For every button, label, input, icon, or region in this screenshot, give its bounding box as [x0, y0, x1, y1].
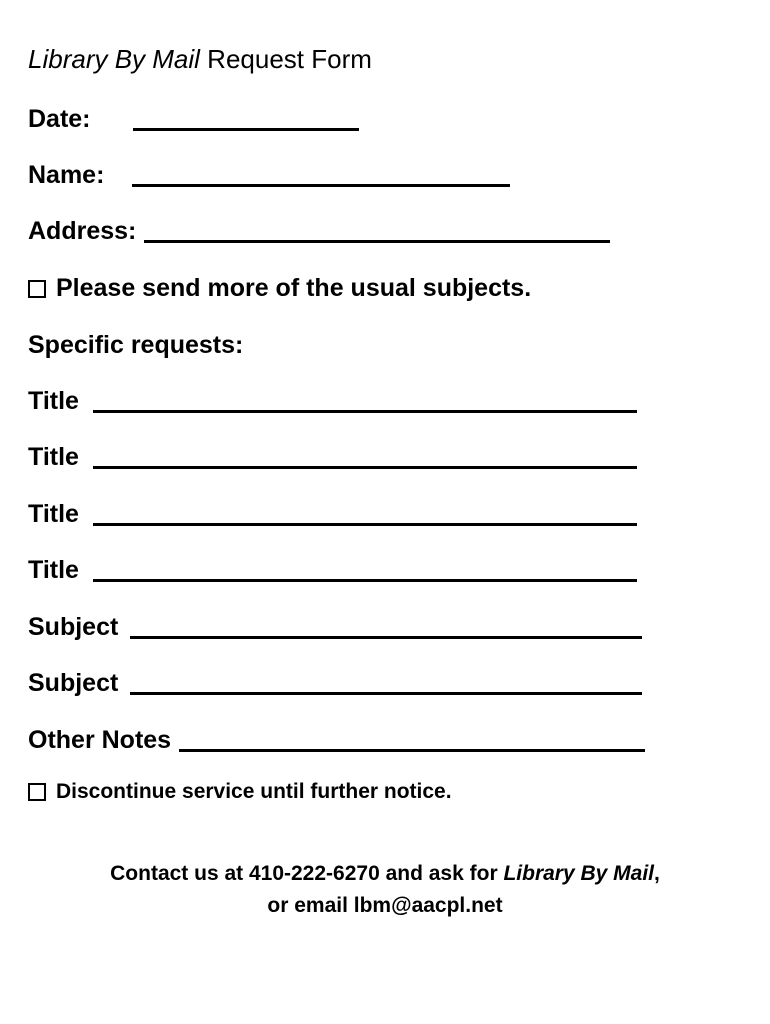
date-field[interactable] [133, 106, 359, 131]
title-field[interactable] [93, 557, 637, 582]
specific-requests-heading: Specific requests: [28, 331, 244, 359]
discontinue-checkbox[interactable] [28, 783, 46, 801]
subject-row [28, 664, 642, 698]
usual-subjects-label: Please send more of the usual subjects. [56, 274, 532, 302]
form-title [28, 44, 372, 75]
title-label: Title [28, 387, 79, 415]
contact-suffix: , [654, 862, 660, 885]
subject-field[interactable] [130, 670, 642, 695]
contact-service-name: Library By Mail [503, 862, 655, 885]
title-field[interactable] [93, 501, 637, 526]
other-notes-label: Other Notes [28, 726, 172, 754]
form-title-italic: Library By Mail [28, 44, 200, 74]
discontinue-option[interactable] [28, 780, 452, 804]
title-label: Title [28, 500, 79, 528]
contact-line-2: or email lbm@aacpl.net [267, 894, 503, 917]
title-row [28, 495, 637, 529]
other-notes-field[interactable] [179, 727, 645, 752]
discontinue-label: Discontinue service until further notice. [56, 780, 452, 803]
address-row [28, 212, 610, 246]
title-row [28, 382, 637, 416]
subject-label: Subject [28, 613, 119, 641]
date-label: Date: [28, 105, 91, 133]
title-label: Title [28, 443, 79, 471]
subject-field[interactable] [130, 614, 642, 639]
title-field[interactable] [93, 388, 637, 413]
usual-subjects-option[interactable] [28, 274, 531, 303]
specific-requests-row [28, 326, 243, 360]
usual-subjects-checkbox[interactable] [28, 280, 46, 298]
title-row [28, 551, 637, 585]
name-row [28, 156, 510, 190]
form-title-rest: Request Form [199, 44, 372, 74]
other-notes-row [28, 721, 645, 755]
subject-row [28, 608, 642, 642]
subject-label: Subject [28, 669, 119, 697]
title-field[interactable] [93, 444, 637, 469]
contact-line-1 [0, 858, 770, 890]
title-row [28, 438, 637, 472]
name-field[interactable] [132, 162, 510, 187]
date-row [28, 100, 359, 134]
contact-prefix: Contact us at 410-222-6270 and ask for [110, 862, 504, 885]
title-label: Title [28, 556, 79, 584]
address-label: Address: [28, 217, 137, 245]
name-label: Name: [28, 161, 105, 189]
address-field[interactable] [144, 218, 610, 243]
